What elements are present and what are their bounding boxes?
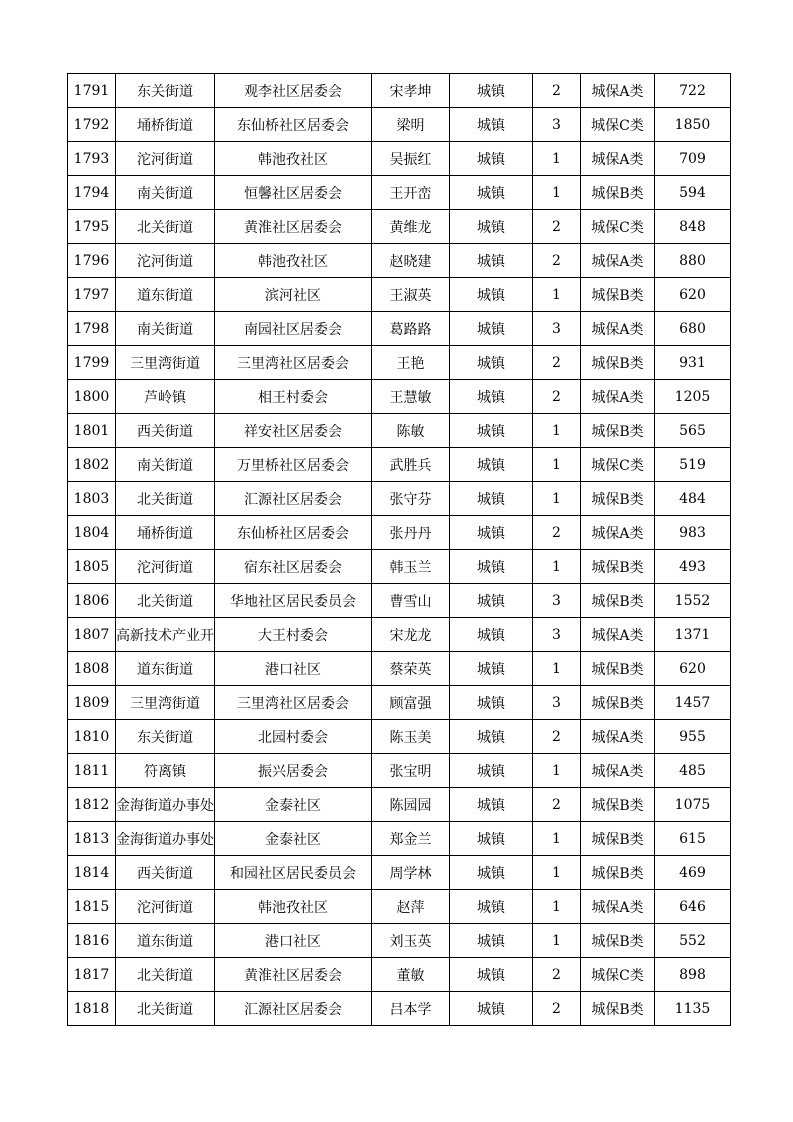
table-row [68, 754, 731, 788]
name-cell: 曹雪山 [372, 584, 450, 618]
community-cell: 黄淮社区居委会 [215, 210, 372, 244]
area-cell: 城镇 [450, 244, 533, 278]
category-cell: 城保A类 [581, 754, 655, 788]
amount-cell: 1850 [655, 108, 731, 142]
table-row [68, 312, 731, 346]
area-cell: 城镇 [450, 686, 533, 720]
name-cell: 王艳 [372, 346, 450, 380]
record-number: 1808 [68, 652, 116, 686]
category-cell: 城保B类 [581, 652, 655, 686]
street-cell: 沱河街道 [116, 550, 215, 584]
street-cell: 道东街道 [116, 652, 215, 686]
count-cell: 1 [533, 278, 581, 312]
community-cell: 北园村委会 [215, 720, 372, 754]
community-cell: 金泰社区 [215, 788, 372, 822]
table-row [68, 210, 731, 244]
community-cell: 祥安社区居委会 [215, 414, 372, 448]
count-cell: 1 [533, 550, 581, 584]
area-cell: 城镇 [450, 448, 533, 482]
record-number: 1812 [68, 788, 116, 822]
category-cell: 城保A类 [581, 618, 655, 652]
name-cell: 梁明 [372, 108, 450, 142]
count-cell: 2 [533, 788, 581, 822]
table-row [68, 958, 731, 992]
count-cell: 2 [533, 244, 581, 278]
category-cell: 城保A类 [581, 516, 655, 550]
category-cell: 城保A类 [581, 312, 655, 346]
name-cell: 武胜兵 [372, 448, 450, 482]
name-cell: 王慧敏 [372, 380, 450, 414]
amount-cell: 469 [655, 856, 731, 890]
table-row [68, 550, 731, 584]
community-cell: 恒馨社区居委会 [215, 176, 372, 210]
amount-cell: 620 [655, 278, 731, 312]
table-row [68, 822, 731, 856]
area-cell: 城镇 [450, 210, 533, 244]
amount-cell: 493 [655, 550, 731, 584]
street-cell: 东关街道 [116, 720, 215, 754]
count-cell: 1 [533, 482, 581, 516]
community-cell: 韩池孜社区 [215, 244, 372, 278]
area-cell: 城镇 [450, 516, 533, 550]
community-cell: 滨河社区 [215, 278, 372, 312]
record-number: 1815 [68, 890, 116, 924]
street-cell: 西关街道 [116, 856, 215, 890]
community-cell: 振兴居委会 [215, 754, 372, 788]
name-cell: 陈玉美 [372, 720, 450, 754]
category-cell: 城保B类 [581, 856, 655, 890]
area-cell: 城镇 [450, 176, 533, 210]
category-cell: 城保B类 [581, 788, 655, 822]
street-cell: 南关街道 [116, 176, 215, 210]
record-number: 1794 [68, 176, 116, 210]
table-row [68, 448, 731, 482]
street-cell: 东关街道 [116, 74, 215, 108]
record-number: 1811 [68, 754, 116, 788]
name-cell: 葛路路 [372, 312, 450, 346]
record-number: 1799 [68, 346, 116, 380]
area-cell: 城镇 [450, 74, 533, 108]
category-cell: 城保B类 [581, 346, 655, 380]
community-cell: 东仙桥社区居委会 [215, 516, 372, 550]
street-cell: 埇桥街道 [116, 108, 215, 142]
count-cell: 2 [533, 346, 581, 380]
area-cell: 城镇 [450, 278, 533, 312]
amount-cell: 1457 [655, 686, 731, 720]
table-row [68, 108, 731, 142]
community-cell: 金泰社区 [215, 822, 372, 856]
name-cell: 刘玉英 [372, 924, 450, 958]
name-cell: 张守芬 [372, 482, 450, 516]
table-row [68, 414, 731, 448]
amount-cell: 983 [655, 516, 731, 550]
name-cell: 张丹丹 [372, 516, 450, 550]
record-number: 1792 [68, 108, 116, 142]
community-cell: 万里桥社区居委会 [215, 448, 372, 482]
amount-cell: 1075 [655, 788, 731, 822]
community-cell: 韩池孜社区 [215, 142, 372, 176]
record-number: 1804 [68, 516, 116, 550]
table-row [68, 482, 731, 516]
name-cell: 蔡荣英 [372, 652, 450, 686]
count-cell: 2 [533, 74, 581, 108]
category-cell: 城保A类 [581, 380, 655, 414]
community-cell: 华地社区居民委员会 [215, 584, 372, 618]
street-cell: 西关街道 [116, 414, 215, 448]
count-cell: 1 [533, 856, 581, 890]
community-cell: 港口社区 [215, 652, 372, 686]
table-row [68, 686, 731, 720]
name-cell: 赵晓建 [372, 244, 450, 278]
street-cell: 道东街道 [116, 924, 215, 958]
category-cell: 城保C类 [581, 108, 655, 142]
count-cell: 2 [533, 958, 581, 992]
community-cell: 宿东社区居委会 [215, 550, 372, 584]
table-row [68, 278, 731, 312]
community-cell: 汇源社区居委会 [215, 992, 372, 1026]
area-cell: 城镇 [450, 652, 533, 686]
street-cell: 南关街道 [116, 448, 215, 482]
record-number: 1800 [68, 380, 116, 414]
count-cell: 1 [533, 754, 581, 788]
name-cell: 陈园园 [372, 788, 450, 822]
table-row [68, 788, 731, 822]
amount-cell: 1135 [655, 992, 731, 1026]
area-cell: 城镇 [450, 788, 533, 822]
count-cell: 1 [533, 142, 581, 176]
name-cell: 王淑英 [372, 278, 450, 312]
count-cell: 2 [533, 210, 581, 244]
record-number: 1814 [68, 856, 116, 890]
record-number: 1795 [68, 210, 116, 244]
amount-cell: 848 [655, 210, 731, 244]
record-number: 1805 [68, 550, 116, 584]
record-number: 1817 [68, 958, 116, 992]
name-cell: 周学林 [372, 856, 450, 890]
area-cell: 城镇 [450, 414, 533, 448]
amount-cell: 1371 [655, 618, 731, 652]
amount-cell: 680 [655, 312, 731, 346]
amount-cell: 620 [655, 652, 731, 686]
amount-cell: 615 [655, 822, 731, 856]
community-cell: 相王村委会 [215, 380, 372, 414]
street-cell: 北关街道 [116, 958, 215, 992]
name-cell: 顾富强 [372, 686, 450, 720]
name-cell: 张宝明 [372, 754, 450, 788]
amount-cell: 1552 [655, 584, 731, 618]
community-cell: 三里湾社区居委会 [215, 346, 372, 380]
record-number: 1793 [68, 142, 116, 176]
table-row [68, 890, 731, 924]
count-cell: 1 [533, 414, 581, 448]
amount-cell: 1205 [655, 380, 731, 414]
count-cell: 2 [533, 380, 581, 414]
record-number: 1809 [68, 686, 116, 720]
area-cell: 城镇 [450, 584, 533, 618]
count-cell: 2 [533, 720, 581, 754]
area-cell: 城镇 [450, 992, 533, 1026]
street-cell: 金海街道办事处 [116, 822, 215, 856]
table-row [68, 74, 731, 108]
category-cell: 城保B类 [581, 176, 655, 210]
street-cell: 埇桥街道 [116, 516, 215, 550]
amount-cell: 722 [655, 74, 731, 108]
record-number: 1791 [68, 74, 116, 108]
record-number: 1796 [68, 244, 116, 278]
area-cell: 城镇 [450, 958, 533, 992]
area-cell: 城镇 [450, 108, 533, 142]
street-cell: 金海街道办事处 [116, 788, 215, 822]
community-cell: 黄淮社区居委会 [215, 958, 372, 992]
record-number: 1798 [68, 312, 116, 346]
count-cell: 1 [533, 890, 581, 924]
count-cell: 3 [533, 108, 581, 142]
street-cell: 芦岭镇 [116, 380, 215, 414]
street-cell: 北关街道 [116, 482, 215, 516]
amount-cell: 955 [655, 720, 731, 754]
amount-cell: 594 [655, 176, 731, 210]
community-cell: 南园社区居委会 [215, 312, 372, 346]
name-cell: 吕本学 [372, 992, 450, 1026]
count-cell: 1 [533, 924, 581, 958]
street-cell: 北关街道 [116, 584, 215, 618]
table-row [68, 618, 731, 652]
street-cell: 北关街道 [116, 992, 215, 1026]
table-row [68, 516, 731, 550]
record-number: 1806 [68, 584, 116, 618]
street-cell: 沱河街道 [116, 244, 215, 278]
name-cell: 陈敏 [372, 414, 450, 448]
name-cell: 宋龙龙 [372, 618, 450, 652]
area-cell: 城镇 [450, 346, 533, 380]
table-row [68, 380, 731, 414]
category-cell: 城保B类 [581, 992, 655, 1026]
area-cell: 城镇 [450, 822, 533, 856]
roster-body [68, 74, 731, 1026]
community-cell: 港口社区 [215, 924, 372, 958]
category-cell: 城保C类 [581, 958, 655, 992]
count-cell: 1 [533, 652, 581, 686]
name-cell: 宋孝坤 [372, 74, 450, 108]
record-number: 1807 [68, 618, 116, 652]
amount-cell: 485 [655, 754, 731, 788]
area-cell: 城镇 [450, 482, 533, 516]
category-cell: 城保B类 [581, 482, 655, 516]
amount-cell: 519 [655, 448, 731, 482]
category-cell: 城保B类 [581, 278, 655, 312]
area-cell: 城镇 [450, 550, 533, 584]
street-cell: 道东街道 [116, 278, 215, 312]
count-cell: 2 [533, 992, 581, 1026]
record-number: 1803 [68, 482, 116, 516]
amount-cell: 931 [655, 346, 731, 380]
record-number: 1797 [68, 278, 116, 312]
table-row [68, 176, 731, 210]
community-cell: 观李社区居委会 [215, 74, 372, 108]
community-cell: 东仙桥社区居委会 [215, 108, 372, 142]
street-cell: 高新技术产业开 [116, 618, 215, 652]
table-row [68, 856, 731, 890]
amount-cell: 646 [655, 890, 731, 924]
area-cell: 城镇 [450, 720, 533, 754]
community-cell: 汇源社区居委会 [215, 482, 372, 516]
table-row [68, 584, 731, 618]
table-row [68, 924, 731, 958]
category-cell: 城保A类 [581, 74, 655, 108]
name-cell: 王开峦 [372, 176, 450, 210]
roster-table [67, 73, 731, 1026]
area-cell: 城镇 [450, 924, 533, 958]
table-row [68, 992, 731, 1026]
category-cell: 城保B类 [581, 686, 655, 720]
area-cell: 城镇 [450, 754, 533, 788]
category-cell: 城保B类 [581, 414, 655, 448]
category-cell: 城保A类 [581, 244, 655, 278]
count-cell: 2 [533, 516, 581, 550]
count-cell: 3 [533, 618, 581, 652]
count-cell: 1 [533, 176, 581, 210]
record-number: 1810 [68, 720, 116, 754]
record-number: 1802 [68, 448, 116, 482]
amount-cell: 709 [655, 142, 731, 176]
category-cell: 城保B类 [581, 584, 655, 618]
area-cell: 城镇 [450, 380, 533, 414]
area-cell: 城镇 [450, 142, 533, 176]
amount-cell: 880 [655, 244, 731, 278]
name-cell: 吴振红 [372, 142, 450, 176]
category-cell: 城保B类 [581, 822, 655, 856]
category-cell: 城保C类 [581, 210, 655, 244]
amount-cell: 552 [655, 924, 731, 958]
area-cell: 城镇 [450, 856, 533, 890]
name-cell: 黄维龙 [372, 210, 450, 244]
street-cell: 沱河街道 [116, 890, 215, 924]
amount-cell: 565 [655, 414, 731, 448]
count-cell: 3 [533, 686, 581, 720]
community-cell: 和园社区居民委员会 [215, 856, 372, 890]
community-cell: 三里湾社区居委会 [215, 686, 372, 720]
category-cell: 城保B类 [581, 550, 655, 584]
table-row [68, 720, 731, 754]
community-cell: 大王村委会 [215, 618, 372, 652]
record-number: 1818 [68, 992, 116, 1026]
record-number: 1816 [68, 924, 116, 958]
area-cell: 城镇 [450, 618, 533, 652]
street-cell: 北关街道 [116, 210, 215, 244]
record-number: 1813 [68, 822, 116, 856]
category-cell: 城保A类 [581, 142, 655, 176]
amount-cell: 898 [655, 958, 731, 992]
street-cell: 符离镇 [116, 754, 215, 788]
category-cell: 城保A类 [581, 720, 655, 754]
street-cell: 三里湾街道 [116, 686, 215, 720]
category-cell: 城保A类 [581, 890, 655, 924]
name-cell: 郑金兰 [372, 822, 450, 856]
street-cell: 沱河街道 [116, 142, 215, 176]
area-cell: 城镇 [450, 312, 533, 346]
count-cell: 3 [533, 312, 581, 346]
count-cell: 1 [533, 448, 581, 482]
count-cell: 1 [533, 822, 581, 856]
name-cell: 赵萍 [372, 890, 450, 924]
count-cell: 3 [533, 584, 581, 618]
street-cell: 南关街道 [116, 312, 215, 346]
record-number: 1801 [68, 414, 116, 448]
name-cell: 韩玉兰 [372, 550, 450, 584]
amount-cell: 484 [655, 482, 731, 516]
table-row [68, 142, 731, 176]
name-cell: 董敏 [372, 958, 450, 992]
area-cell: 城镇 [450, 890, 533, 924]
category-cell: 城保B类 [581, 924, 655, 958]
community-cell: 韩池孜社区 [215, 890, 372, 924]
table-row [68, 346, 731, 380]
street-cell: 三里湾街道 [116, 346, 215, 380]
category-cell: 城保C类 [581, 448, 655, 482]
table-row [68, 652, 731, 686]
table-row [68, 244, 731, 278]
